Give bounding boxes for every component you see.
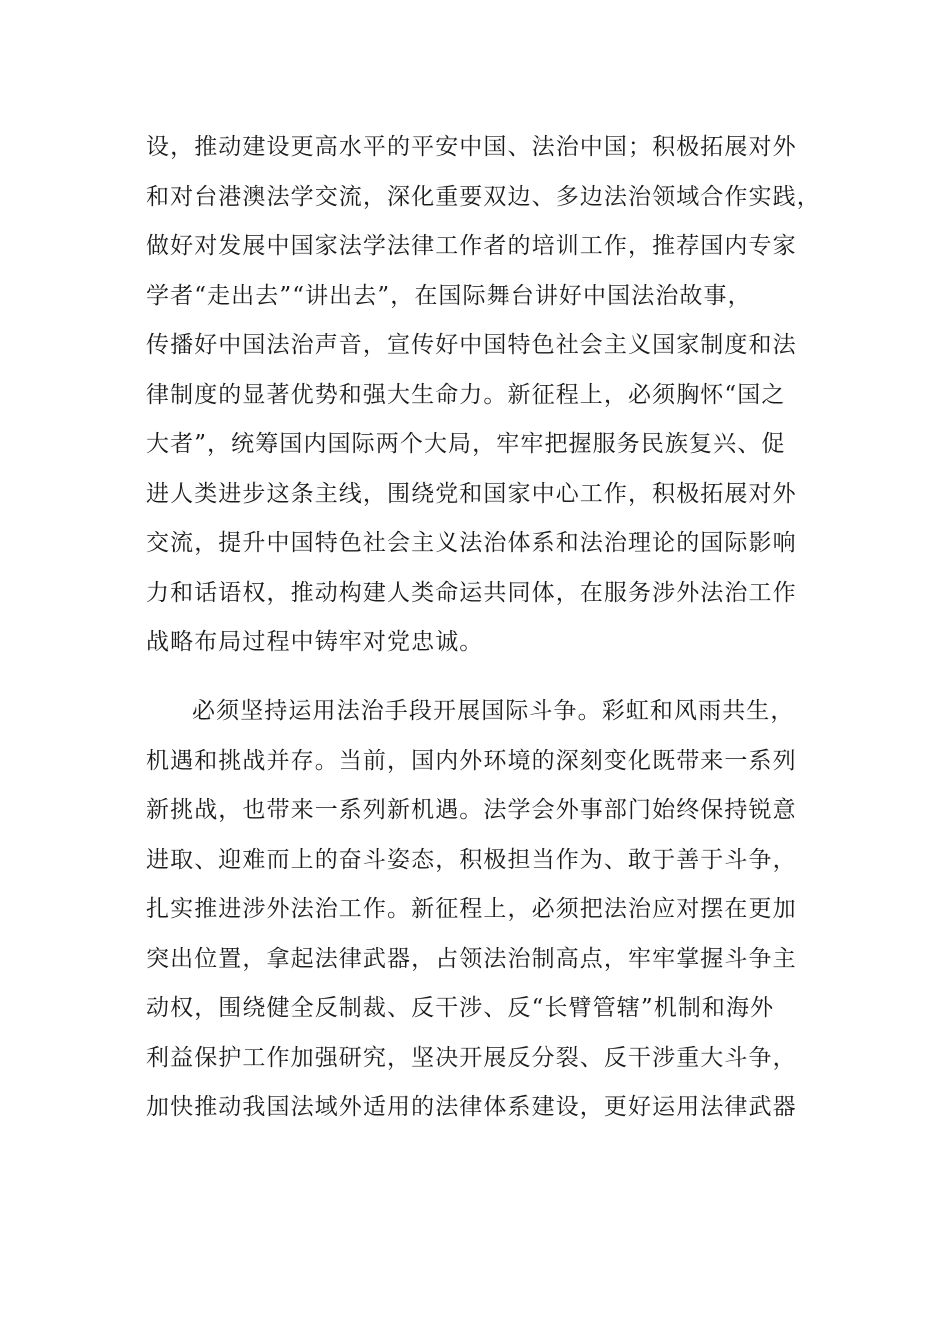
text-line: 律制度的显著优势和强大生命力。新征程上，必须胸怀“国之 (146, 381, 786, 408)
text-line: 进人类进步这条主线，围绕党和国家中心工作，积极拓展对外 (146, 480, 797, 507)
paragraph-continuation (146, 123, 821, 668)
text-line: 设，推动建设更高水平的平安中国、法治中国；积极拓展对外 (146, 134, 797, 160)
text-line: 学者“走出去”“讲出去”，在国际舞台讲好中国法治故事， (146, 282, 752, 309)
text-line: 动权，围绕健全反制裁、反干涉、反“长臂管辖”机制和海外 (146, 995, 775, 1021)
text-line: 进取、迎难而上的奋斗姿态，积极担当作为、敢于善于斗争， (146, 846, 797, 873)
text-line: 和对台港澳法学交流，深化重要双边、多边法治领域合作实践， (146, 183, 821, 210)
text-line: 加快推动我国法域外适用的法律体系建设，更好运用法律武器 (146, 1094, 797, 1120)
text-line-first: 必须坚持运用法治手段开展国际斗争。彩虹和风雨共生， (192, 698, 795, 724)
text-line: 大者”，统筹国内国际两个大局，牢牢把握服务民族复兴、促 (146, 431, 786, 457)
text-line: 机遇和挑战并存。当前，国内外环境的深刻变化既带来一系列 (146, 747, 797, 774)
text-line: 传播好中国法治声音，宣传好中国特色社会主义国家制度和法 (146, 332, 797, 358)
text-line: 交流，提升中国特色社会主义法治体系和法治理论的国际影响 (146, 530, 797, 556)
text-line: 做好对发展中国家法学法律工作者的培训工作，推荐国内专家 (146, 233, 797, 259)
text-line: 扎实推进涉外法治工作。新征程上，必须把法治应对摆在更加 (146, 896, 797, 922)
text-line: 新挑战，也带来一系列新机遇。法学会外事部门始终保持锐意 (146, 797, 797, 823)
text-line: 战略布局过程中铸牢对党忠诚。 (146, 629, 484, 655)
text-line: 突出位置，拿起法律武器，占领法治制高点，牢牢掌握斗争主 (146, 945, 797, 972)
text-line: 利益保护工作加强研究，坚决开展反分裂、反干涉重大斗争， (146, 1044, 797, 1071)
paragraph-international-struggle (146, 687, 806, 1133)
text-line: 力和话语权，推动构建人类命运共同体，在服务涉外法治工作 (146, 579, 797, 606)
